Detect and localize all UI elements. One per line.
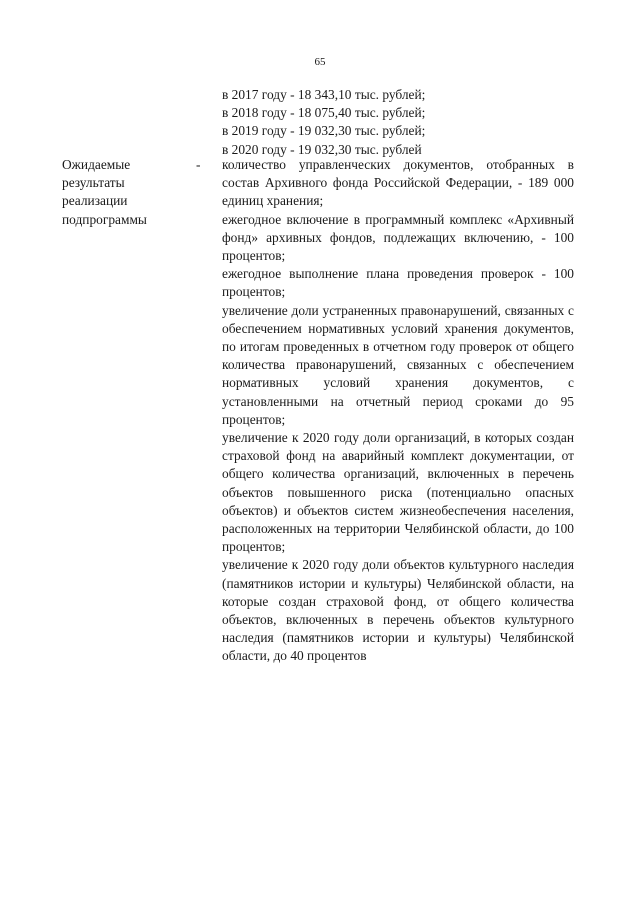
result-item-archive-fond: ежегодное включение в программный комплекс «Архивный фонд» архивных фондов, подлежащих включению, - 100 процентов; xyxy=(222,211,574,264)
budget-line-2017: в 2017 году - 18 343,10 тыс. рублей; xyxy=(222,87,426,102)
expected-results-list xyxy=(222,156,574,666)
section-dash: - xyxy=(196,157,201,172)
section-label-line: подпрограммы xyxy=(62,211,147,227)
budget-line-2019: в 2019 году - 19 032,30 тыс. рублей; xyxy=(222,123,426,139)
budget-line-2020: в 2020 году - 19 032,30 тыс. рублей xyxy=(222,141,422,157)
result-item-documents: количество управленческих документов, отобранных в состав Архивного фонда Российской Федерации, - 189 000 единиц хранения; xyxy=(222,157,574,209)
budget-line-2018: в 2018 году - 18 075,40 тыс. рублей; xyxy=(222,105,426,121)
page-number: 65 xyxy=(314,56,326,68)
result-item-heritage: увеличение к 2020 году доли объектов культурного наследия (памятников истории и культуры) Челябинской области, на которые создан страховой фонд, от общего количества объектов, включенных в перечень объектов культурного наследия (памятников истории и культуры) Челябинской области, до 40 процентов xyxy=(222,557,574,664)
section-label-line: реализации xyxy=(62,193,128,209)
result-item-inspections: ежегодное выполнение плана проведения проверок - 100 процентов; xyxy=(222,266,574,300)
result-item-violations: увеличение доли устраненных правонарушений, связанных с обеспечением нормативных условий хранения документов, по итогам проведенных в отчетном году проверок от общего количества правонарушений, связанных с обеспечением нормативных условий хранения документов, с установленными на отчетный период сроками до 95 процентов; xyxy=(222,302,574,427)
budget-by-year xyxy=(222,86,574,159)
section-label xyxy=(62,156,192,229)
section-label-line: результаты xyxy=(62,175,125,191)
section-label-line: Ожидаемые xyxy=(62,157,131,172)
result-item-organizations: увеличение к 2020 году доли организаций, в которых создан страховой фонд на аварийный комплект документации, от общего количества организаций, включенных в перечень объектов повышенного риска (потенциально опасных объектов) и объектов систем жизнеобеспечения населения, расположенных на территории Челябинской области, до 100 процентов; xyxy=(222,430,574,555)
